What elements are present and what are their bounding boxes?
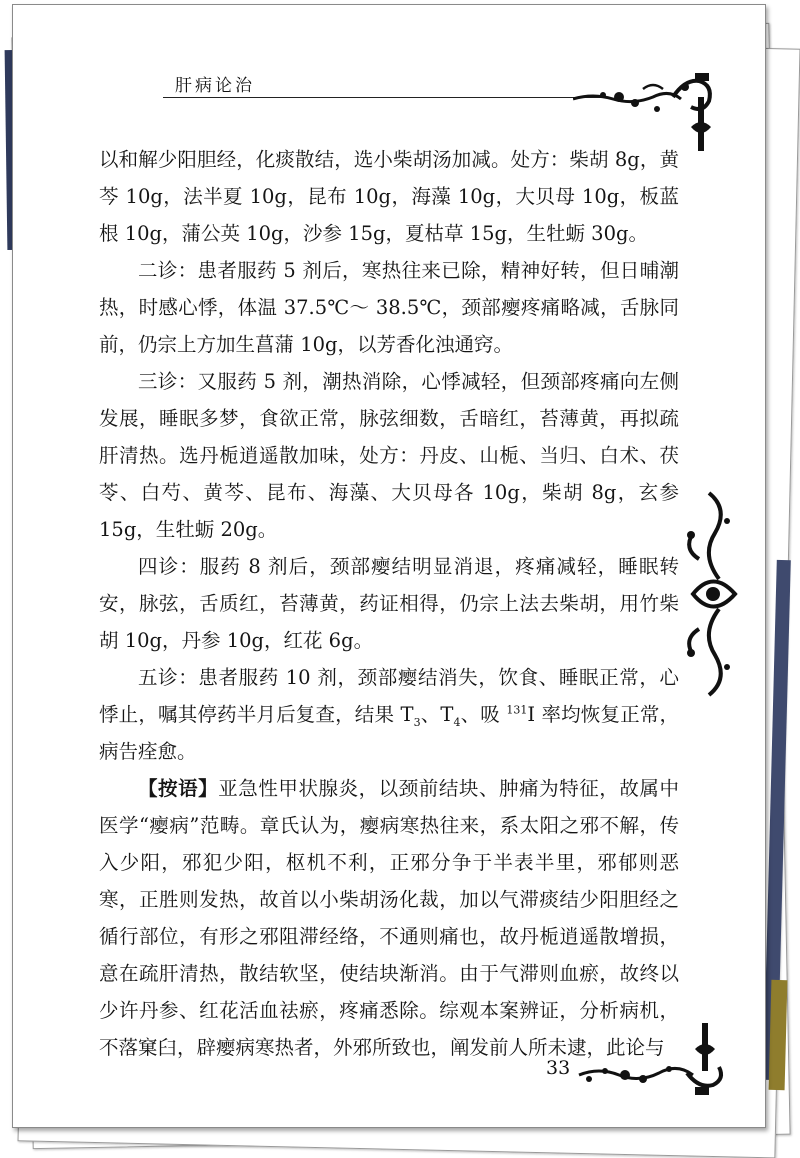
paragraph: 三诊：又服药 5 剂，潮热消除，心悸减轻，但颈部疼痛向左侧发展，睡眠多梦，食欲正常，脉弦细数，舌暗红，苔薄黄，再拟疏肝清热。选丹栀逍遥散加味，处方：丹皮、山栀、当归、白术、茯苓、白芍、黄芩、昆布、海藻、大贝母各 10g，柴胡 8g，玄参 15g，生牡蛎 20g。 <box>99 370 679 541</box>
paragraph: 以和解少阳胆经，化痰散结，选小柴胡汤加减。处方：柴胡 8g，黄芩 10g，法半夏 10g，昆布 10g，海藻 10g，大贝母 10g，板蓝根 10g，蒲公英 10g，沙参 15g，夏枯草 15g，生牡蛎 30g。 <box>99 148 679 245</box>
text-run: 、T <box>420 703 454 726</box>
side-vine-ornament <box>679 489 745 699</box>
body-text <box>99 141 679 1066</box>
header-rule <box>163 97 603 98</box>
paragraph <box>99 770 679 1066</box>
commentary-label: 【按语】 <box>138 777 219 800</box>
book-page <box>12 4 766 1128</box>
subscript: 4 <box>453 715 461 729</box>
page-number: 33 <box>546 1057 571 1079</box>
text-run: 亚急性甲状腺炎，以颈前结块、肿痛为特征，故属中医学“瘿病”范畴。章氏认为，瘿病寒热往来，系太阳之邪不解，传入少阳，邪犯少阳，枢机不利，正邪分争于半表半里，邪郁则恶寒，正胜则发热，故首以小柴胡汤化裁，加以气滞痰结少阳胆经之循行部位，有形之邪阻滞经络，不通则痛也，故丹栀逍遥散增损，意在疏肝清热，散结软坚，使结块渐消。由于气滞则血瘀，故终以少许丹参、红花活血祛瘀，疼痛悉除。综观本案辨证，分析病机，不落窠臼，辟瘿病寒热者，外邪所致也，阐发前人所未逮，此论与 <box>99 777 679 1059</box>
paragraph: 二诊：患者服药 5 剂后，寒热往来已除，精神好转，但日晡潮热，时感心悸，体温 37.5℃～ 38.5℃，颈部瘿疼痛略减，舌脉同前，仍宗上方加生菖蒲 10g，以芳香化浊通窍。 <box>99 259 679 356</box>
superscript: 131 <box>506 703 528 717</box>
running-title: 肝病论治 <box>175 76 255 96</box>
text-run: 五诊：患者服药 10 剂，颈部瘿结消失，饮食、睡眠正常，心悸止，嘱其停药半月后复查，结果 T <box>99 666 679 726</box>
paragraph <box>99 659 679 770</box>
text-run: 、吸 <box>460 703 507 726</box>
book-edge <box>769 980 788 1090</box>
paragraph: 四诊：服药 8 剂后，颈部瘿结明显消退，疼痛减轻，睡眠转安，脉弦，舌质红，苔薄黄，药证相得，仍宗上法去柴胡，用竹柴胡 10g，丹参 10g，红花 6g。 <box>99 555 679 652</box>
text-run: I 率均恢复正常，病告痊愈。 <box>99 703 680 763</box>
subscript: 3 <box>413 715 421 729</box>
